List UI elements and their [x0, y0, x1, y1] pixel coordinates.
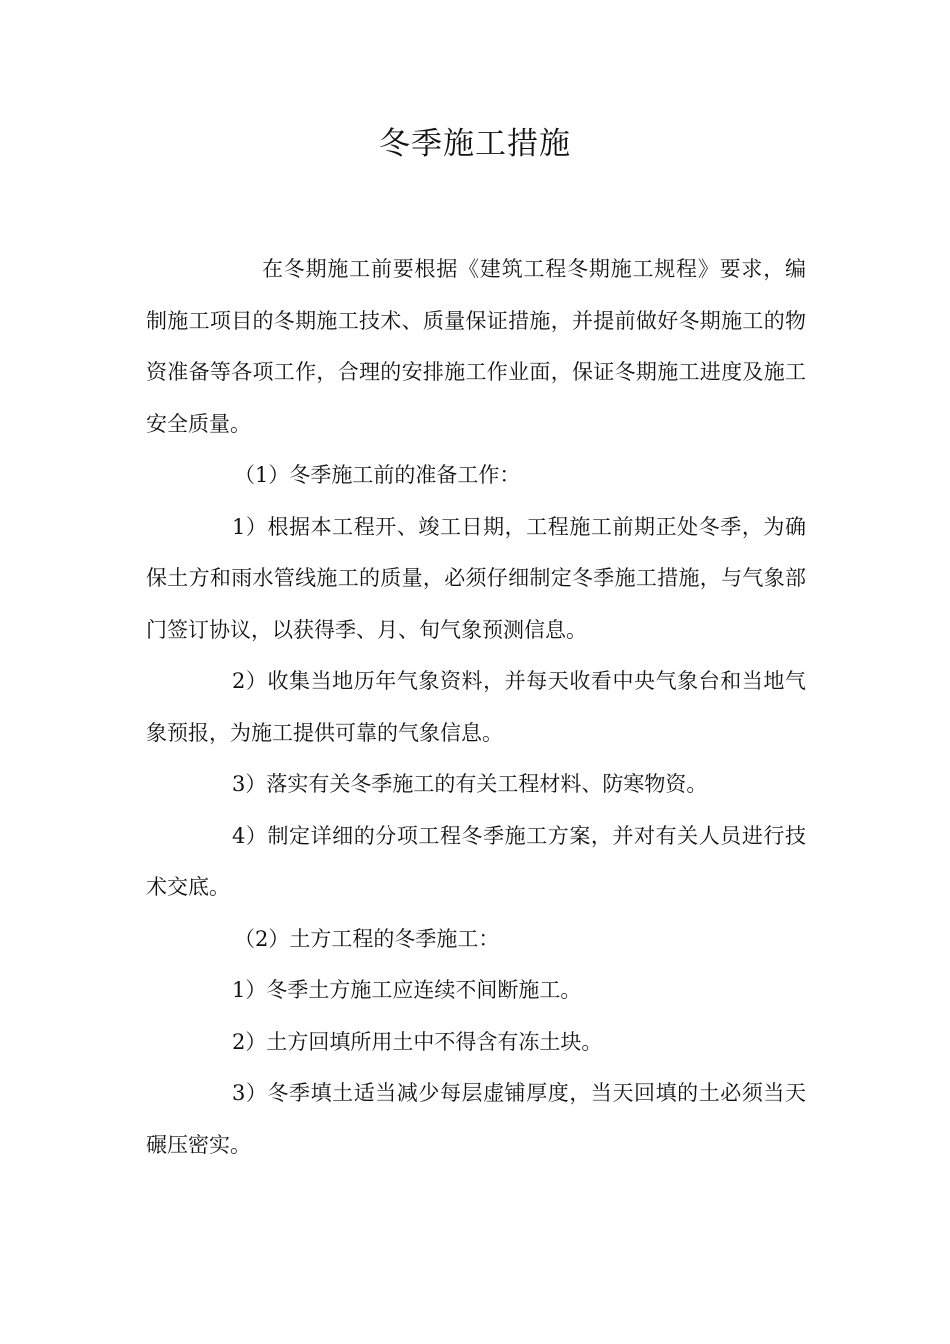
paragraph-intro: 在冬期施工前要根据《建筑工程冬期施工规程》要求，编制施工项目的冬期施工技术、质量保证措施，并提前做好冬期施工的物资准备等各项工作，合理的安排施工作业面，保证冬期施工进度及施工安全质量。 [146, 257, 806, 436]
paragraph-earthwork-item-3: 3）冬季填土适当减少每层虚铺厚度，当天回填的土必须当天碾压密实。 [146, 1081, 806, 1157]
document-body [146, 244, 806, 1171]
paragraph-preparation-item-1: 1）根据本工程开、竣工日期，工程施工前期正处冬季，为确保土方和雨水管线施工的质量，必须仔细制定冬季施工措施，与气象部门签订协议，以获得季、月、旬气象预测信息。 [146, 514, 806, 642]
section-heading-earthwork: （2）土方工程的冬季施工： [234, 926, 500, 951]
paragraph-earthwork-item-1: 1）冬季土方施工应连续不间断施工。 [232, 978, 582, 1002]
paragraph-preparation-item-4: 4）制定详细的分项工程冬季施工方案，并对有关人员进行技术交底。 [146, 823, 806, 899]
section-heading-preparation: （1）冬季施工前的准备工作： [234, 463, 521, 487]
paragraph-earthwork-item-2: 2）土方回填所用土中不得含有冻土块。 [232, 1029, 603, 1054]
paragraph-preparation-item-2: 2）收集当地历年气象资料，并每天收看中央气象台和当地气象预报，为施工提供可靠的气象信息。 [146, 669, 806, 745]
document-title: 冬季施工措施 [379, 126, 571, 162]
paragraph-preparation-item-3: 3）落实有关冬季施工的有关工程材料、防寒物资。 [232, 772, 708, 796]
